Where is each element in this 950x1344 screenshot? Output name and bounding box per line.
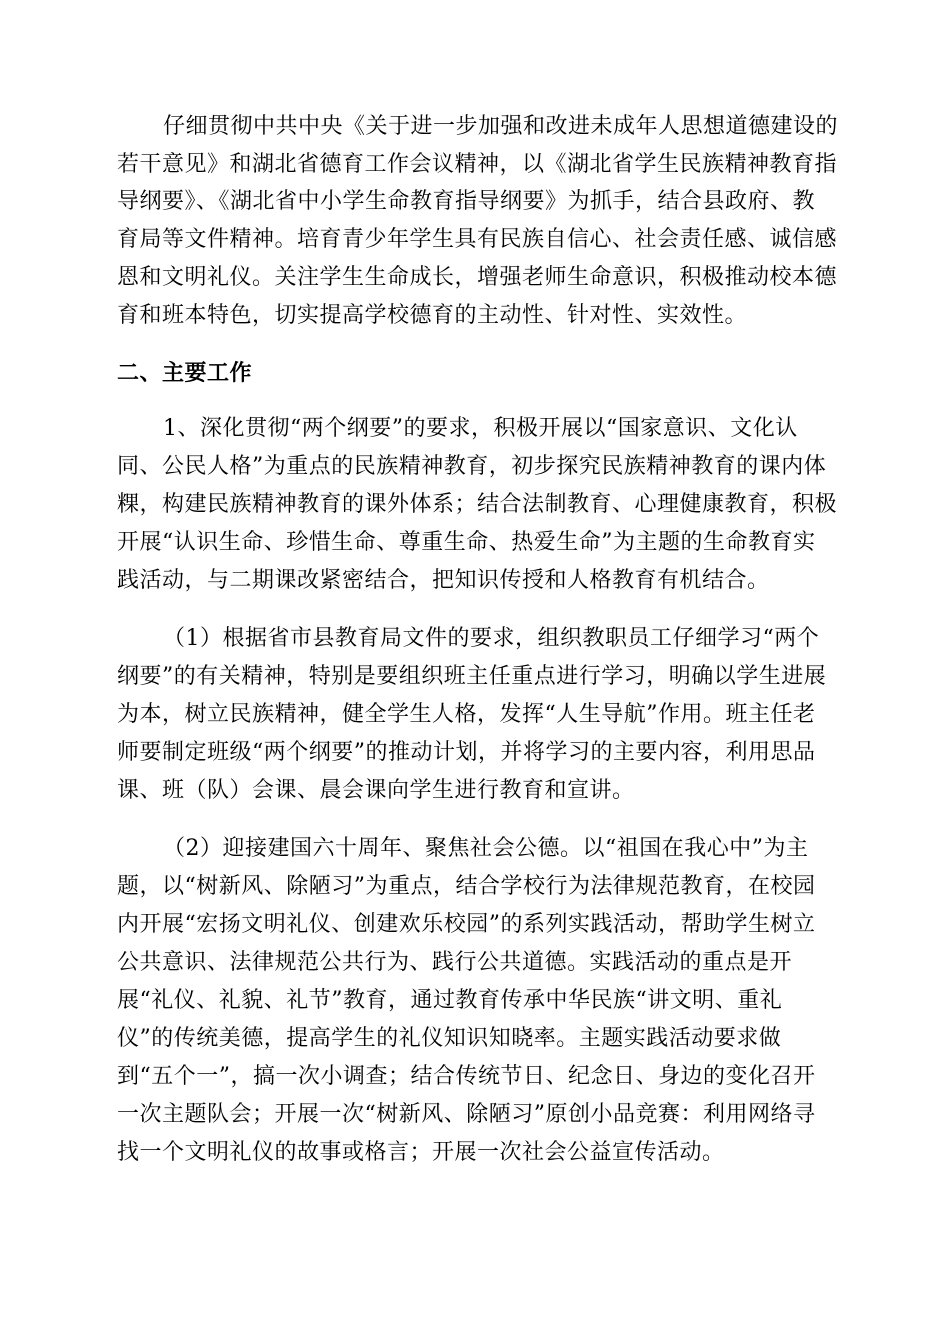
p1-line-6: 育和班本特色，切实提高学校德育的主动性、针对性、实效性。 [117, 303, 748, 328]
p4-line-2: 题，以“树新风、除陋习”为重点，结合学校行为法律规范教育，在校园 [117, 874, 816, 899]
p1-line-5: 恩和文明礼仪。关注学生生命成长，增强老师生命意识，积极推动校本德 [117, 265, 838, 290]
section-heading: 二、主要工作 [117, 361, 253, 386]
p2-line-3: 粿，构建民族精神教育的课外体系；结合法制教育、心理健康教育，积极 [117, 492, 838, 517]
p4-line-9: 找一个文明礼仪的故事或格言；开展一次社会公益宣传活动。 [117, 1140, 725, 1165]
p4-line-8: 一次主题队会；开展一次“树新风、除陋习”原创小品竞赛：利用网络寻 [117, 1102, 816, 1127]
p1-line-1: 仔细贯彻中共中央《关于进一步加强和改进未成年人思想道德建设的 [163, 114, 839, 139]
p2-line-1: 1、深化贯彻“两个纲要”的要求，积极开展以“国家意识、文化认 [163, 416, 798, 441]
p4-line-1: （2）迎接建国六十周年、聚焦社会公德。以“祖国在我心中”为主 [163, 836, 809, 861]
p2-line-2: 同、公民人格”为重点的民族精神教育，初步探究民族精神教育的课内体 [117, 454, 827, 479]
p3-line-3: 为本，树立民族精神，健全学生人格，发挥“人生导航”作用。班主任老 [117, 702, 816, 727]
p3-line-5: 课、班（队）会课、晨会课向学生进行教育和宣讲。 [117, 778, 635, 803]
p1-line-3: 导纲要》、《湖北省中小学生命教育指导纲要》为抓手，结合县政府、教 [117, 189, 816, 214]
p2-line-5: 践活动，与二期课改紧密结合，把知识传授和人格教育有机结合。 [117, 568, 770, 593]
p2-line-4: 开展“认识生命、珍惜生命、尊重生命、热爱生命”为主题的生命教育实 [117, 530, 816, 555]
p4-line-3: 内开展“宏扬文明礼仪、创建欢乐校园”的系列实践活动，帮助学生树立 [117, 912, 816, 937]
p3-line-4: 师要制定班级“两个纲要”的推动计划，并将学习的主要内容，利用思品 [117, 740, 816, 765]
p4-line-7: 到“五个一”，搞一次小调查；结合传统节日、纪念日、身边的变化召开 [117, 1064, 816, 1089]
p3-line-2: 纲要”的有关精神，特别是要组织班主任重点进行学习，明确以学生进展 [117, 664, 827, 689]
p3-line-1: （1）根据省市县教育局文件的要求，组织教职员工仔细学习“两个 [163, 626, 820, 651]
p4-line-6: 仪”的传统美德，提高学生的礼仪知识知晓率。主题实践活动要求做 [117, 1026, 782, 1051]
p4-line-5: 展“礼仪、礼貌、礼节”教育，通过教育传承中华民族“讲文明、重礼 [117, 988, 783, 1013]
p4-line-4: 公共意识、法律规范公共行为、践行公共道德。实践活动的重点是开 [117, 950, 793, 975]
p1-line-2: 若干意见》和湖北省德育工作会议精神，以《湖北省学生民族精神教育指 [117, 152, 838, 177]
p1-line-4: 育局等文件精神。培育青少年学生具有民族自信心、社会责任感、诚信感 [117, 227, 838, 252]
